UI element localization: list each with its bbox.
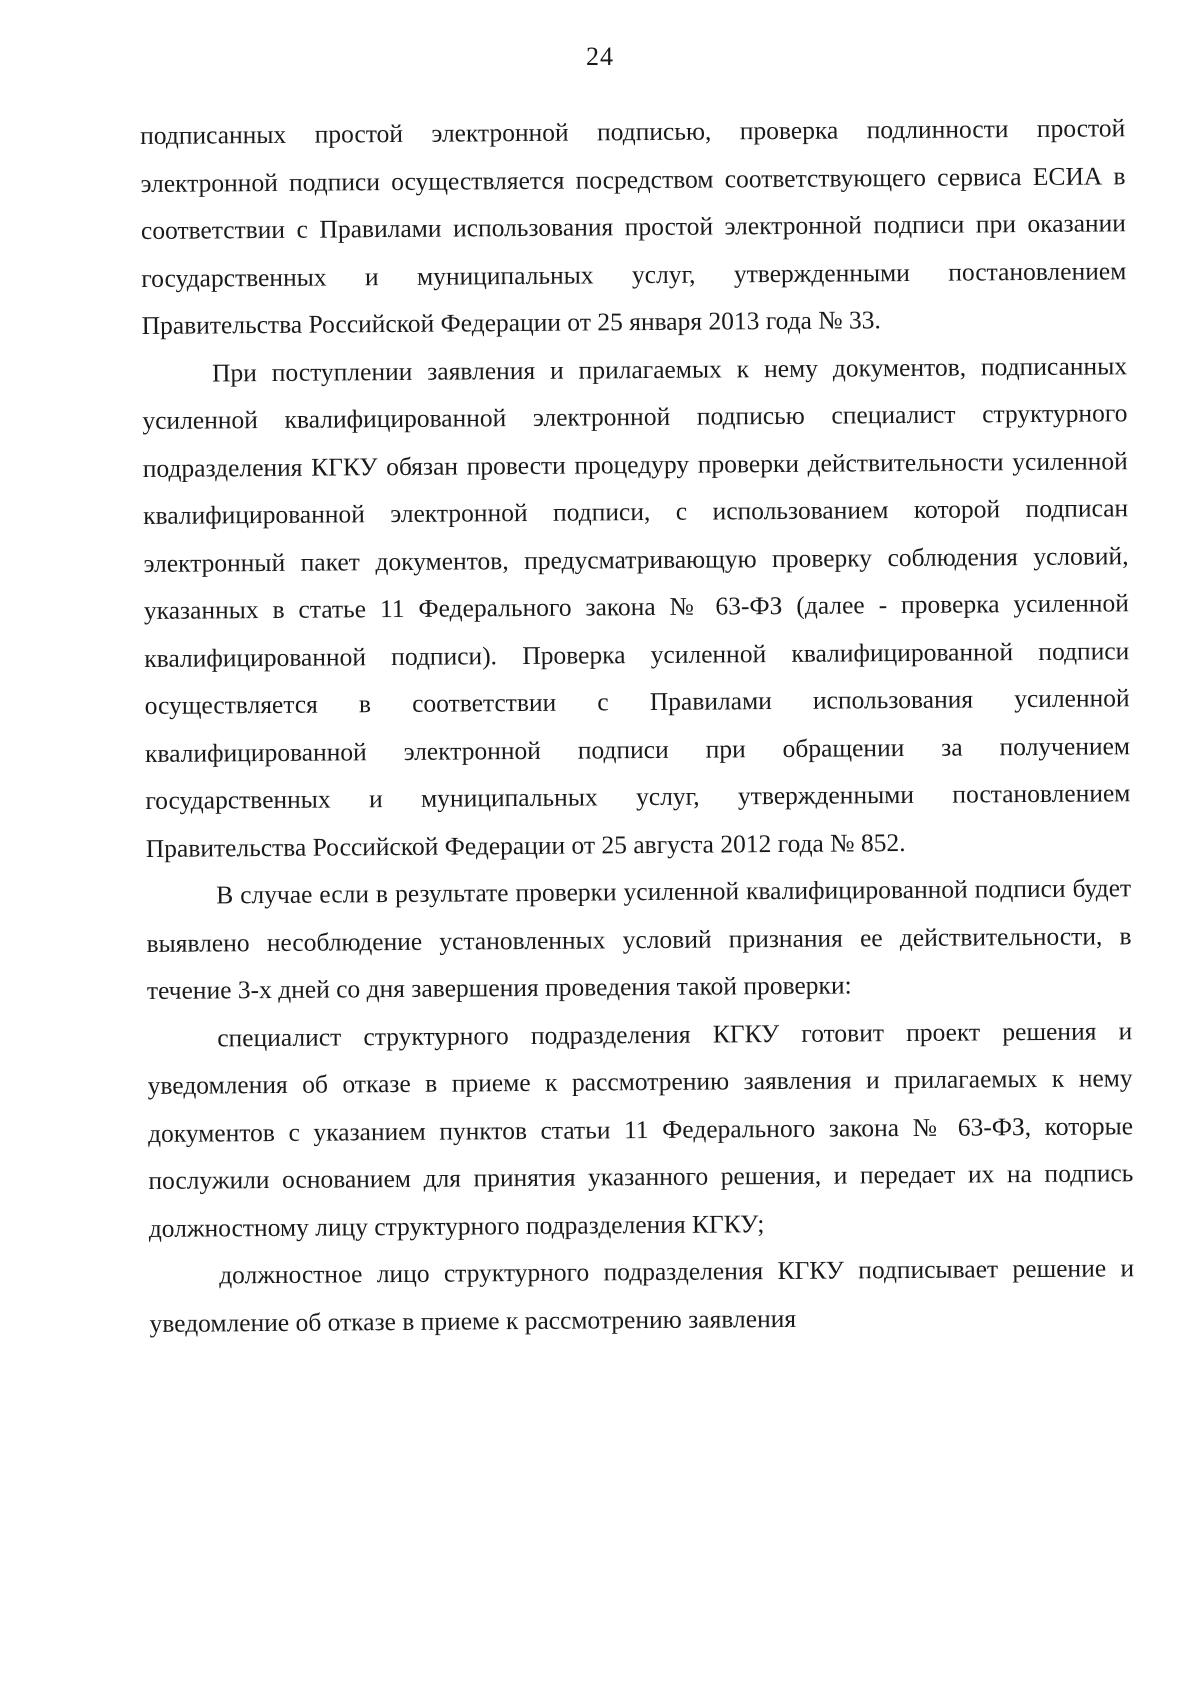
document-body (140, 104, 1135, 1347)
paragraph-failed-verification: В случае если в результате проверки усиленной квалифицированной подписи будет выявлено несоблюдение установленных условий признания ее действительности, в течение 3-х дней со дня завершения проведения такой проверки: (146, 873, 1132, 1005)
paragraph-continuation: подписанных простой электронной подписью, проверка подлинности простой электронной подписи осуществляется посредством соответствующего сервиса ЕСИА в соответствии с Правилами использования простой электронной подписи при оказании государственных и муниципальных услуг, утвержденными постановлением Правительства Российской Федерации от 25 января 2013 года № 33. (140, 113, 1127, 340)
paragraph-specialist-prepares: специалист структурного подразделения КГКУ готовит проект решения и уведомления об отказе в приеме к рассмотрению заявления и прилагаемых к нему документов с указанием пунктов статьи 11 Федерального закона № 63-ФЗ, которые послужили основанием для принятия указанного решения, и передает их на подпись должностному лицу структурного подразделения КГКУ; (147, 1015, 1134, 1243)
paragraph-signature-verification: При поступлении заявления и прилагаемых к нему документов, подписанных усиленной квалифицированной электронной подписью специалист структурного подразделения КГКУ обязан провести процедуру проверки действительности усиленной квалифицированной электронной подписи, с использованием которой подписан электронный пакет документов, предусматривающую проверку соблюдения условий, указанных в статье 11 Федерального закона № 63-ФЗ (далее - проверка усиленной квалифицированной подписи). Проверка усиленной квалифицированной подписи осуществляется в соответствии с Правилами использования усиленной квалифицированной электронной подписи при обращении за получением государственных и муниципальных услуг, утвержденными постановлением Правительства Российской Федерации от 25 августа 2012 года № 852. (142, 350, 1131, 863)
paragraph-official-signs: должностное лицо структурного подразделения КГКУ подписывает решение и уведомление об отказе в приеме к рассмотрению заявления (149, 1253, 1135, 1338)
page-number: 24 (586, 42, 614, 71)
